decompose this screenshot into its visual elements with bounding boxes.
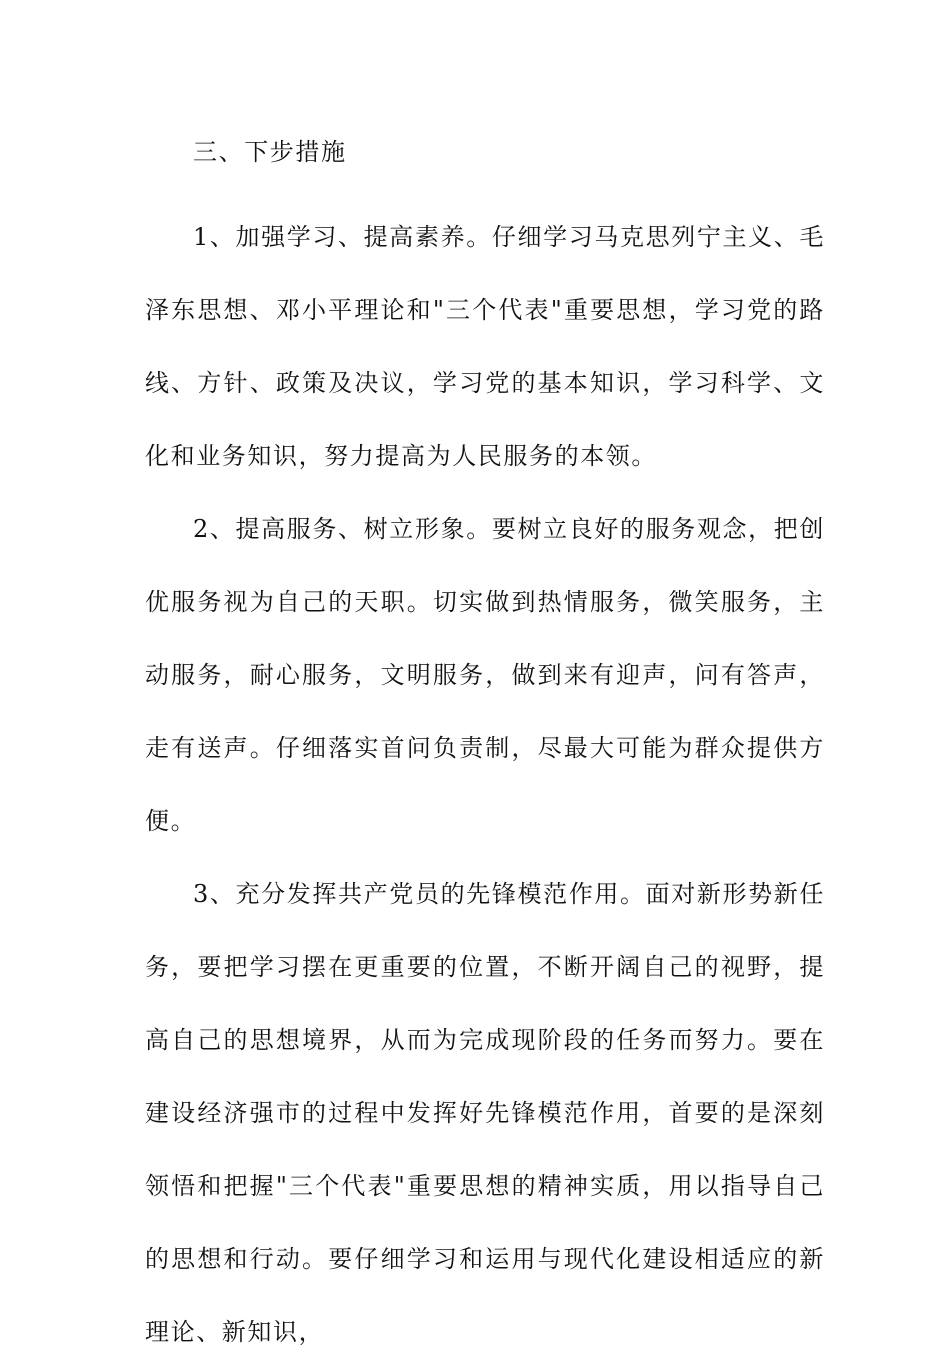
paragraph-3: 3、充分发挥共产党员的先锋模范作用。面对新形势新任务，要把学习摆在更重要的位置，不断开阔自己的视野，提高自己的思想境界，从而为完成现阶段的任务而努力。要在建设经济强市的过程中发挥好先锋模范作用，首要的是深刻领悟和把握"三个代表"重要思想的精神实质，用以指导自己的思想和行动。要仔细学习和运用与现代化建设相适应的新理论、新知识，	[145, 880, 825, 1346]
document-body	[145, 128, 825, 1369]
paragraph-2: 2、提高服务、树立形象。要树立良好的服务观念，把创优服务视为自己的天职。切实做到热情服务，微笑服务，主动服务，耐心服务，文明服务，做到来有迎声，问有答声，走有送声。仔细落实首问负责制，尽最大可能为群众提供方便。	[145, 515, 825, 835]
paragraph-1: 1、加强学习、提高素养。仔细学习马克思列宁主义、毛泽东思想、邓小平理论和"三个代表"重要思想，学习党的路线、方针、政策及决议，学习党的基本知识，学习科学、文化和业务知识，努力提高为人民服务的本领。	[145, 223, 825, 470]
section-heading: 三、下步措施	[193, 138, 347, 166]
